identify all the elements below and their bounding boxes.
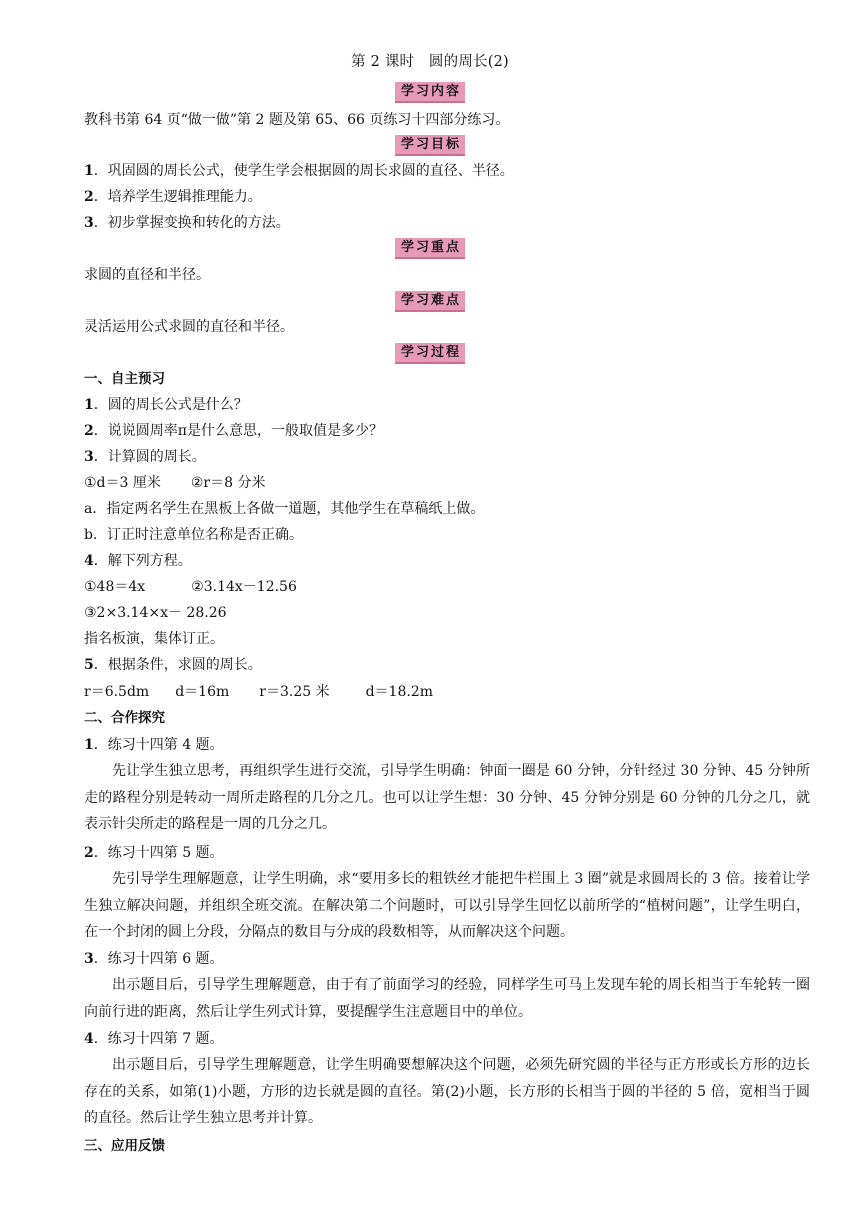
part2-item-title: 4．练习十四第 7 题。 <box>84 1031 224 1047</box>
content-text: 教科书第 64 页“做一做”第 2 题及第 65、66 页练习十四部分练习。 <box>84 112 510 128</box>
goal-text: 初步掌握变换和转化的方法。 <box>107 215 290 231</box>
q-text: 解下列方程。 <box>107 553 192 569</box>
part1-q5-items <box>84 682 433 702</box>
q-text: 说说圆周率π是什么意思，一般取值是多少？ <box>107 423 383 439</box>
part1-q1: 1．圆的周长公式是什么？ <box>84 397 248 413</box>
goal-num: 2 <box>84 189 94 205</box>
difficulty-text: 灵活运用公式求圆的直径和半径。 <box>84 319 294 335</box>
q-num: 2 <box>84 423 94 439</box>
part3-heading: 三、应用反馈 <box>84 1138 165 1154</box>
q4-option-a: ①48＝4x <box>84 579 146 595</box>
goal-text: 巩固圆的周长公式，使学生学会根据圆的周长求圆的直径、半径。 <box>107 163 514 179</box>
part1-q4-option-c: ③2×3.14×x－ 28.26 <box>84 605 227 621</box>
goals-badge-row <box>0 135 860 156</box>
part1-q3-note-a: a．指定两名学生在黑板上各做一道题，其他学生在草稿纸上做。 <box>84 501 485 517</box>
key-badge: 学习重点 <box>395 238 465 259</box>
difficulty-badge: 学习难点 <box>395 291 465 312</box>
part1-q3-options <box>84 473 265 493</box>
part1-q5: 5．根据条件，求圆的周长。 <box>84 657 262 673</box>
process-badge-row <box>0 343 860 364</box>
part2-item-text: 出示题目后，引导学生理解题意，让学生明确要想解决这个问题，必须先研究圆的半径与正方形或长方形的边长存在的关系，如第(1)小题，方形的边长就是圆的直径。第(2)小题，长方形的长相当于圆的半径的 5 倍，宽相当于圆的直径。然后让学生独立思考并计算。 <box>84 1057 810 1126</box>
goal-num: 1 <box>84 163 94 179</box>
goal-item: 1．巩固圆的周长公式，使学生学会根据圆的周长求圆的直径、半径。 <box>84 163 514 179</box>
q-num: 5 <box>84 657 94 673</box>
q-text: 圆的周长公式是什么？ <box>107 397 248 413</box>
goal-text: 培养学生逻辑推理能力。 <box>107 189 262 205</box>
q5-item: d＝16m <box>175 684 230 700</box>
part2-item-text: 先引导学生理解题意，让学生明确，求“要用多长的粗铁丝才能把牛栏围上 3 圈”就是求圆周长的 3 倍。接着让学生独立解决问题，并组织全班交流。在解决第二个问题时，可以引导学生回忆以前所学的“植树问题”，让学生明白，在一个封闭的圆上分段，分隔点的数目与分成的段数相等，从而解决这个问题。 <box>84 871 810 940</box>
q4-option-b: ②3.14x－12.56 <box>191 579 297 595</box>
content-badge-row <box>0 82 860 103</box>
item-title: 练习十四第 5 题。 <box>107 845 224 861</box>
q-text: 根据条件，求圆的周长。 <box>107 657 262 673</box>
q-text: 计算圆的周长。 <box>107 449 206 465</box>
item-num: 1 <box>84 737 94 753</box>
part2-item-text: 出示题目后，引导学生理解题意，由于有了前面学习的经验，同样学生可马上发现车轮的周长相当于车轮转一圈向前行进的距离，然后让学生列式计算，要提醒学生注意题目中的单位。 <box>84 977 810 1020</box>
item-title: 练习十四第 7 题。 <box>107 1031 224 1047</box>
q5-item: d＝18.2m <box>365 684 434 700</box>
part2-item-title: 3．练习十四第 6 题。 <box>84 951 224 967</box>
process-badge: 学习过程 <box>395 343 465 364</box>
goals-badge: 学习目标 <box>395 135 465 156</box>
goal-num: 3 <box>84 215 94 231</box>
q5-item: r＝6.5dm <box>84 684 150 700</box>
part1-q4: 4．解下列方程。 <box>84 553 192 569</box>
part2-item-title: 2．练习十四第 5 题。 <box>84 845 224 861</box>
item-title: 练习十四第 6 题。 <box>107 951 224 967</box>
q5-item: r＝3.25 米 <box>259 684 330 700</box>
key-text: 求圆的直径和半径。 <box>84 267 210 283</box>
lesson-title: 第 2 课时 圆的周长(2) <box>351 54 509 70</box>
part2-item-text: 先让学生独立思考，再组织学生进行交流，引导学生明确：钟面一圈是 60 分钟，分针经过 30 分钟、45 分钟所走的路程分别是转动一周所走路程的几分之几。也可以让学生想：30 分钟、45 分钟分别是 60 分钟的几分之几，就表示针尖所走的路程是一周的几分之几。 <box>84 763 810 832</box>
q3-option-b: ②r＝8 分米 <box>190 475 266 491</box>
part1-heading: 一、自主预习 <box>84 371 165 387</box>
part2-heading: 二、合作探究 <box>84 710 165 726</box>
difficulty-badge-row <box>0 291 860 312</box>
part2-item-title: 1．练习十四第 4 题。 <box>84 737 224 753</box>
goal-item: 3．初步掌握变换和转化的方法。 <box>84 215 290 231</box>
part1-q4-note: 指名板演，集体订正。 <box>84 631 224 647</box>
content-badge: 学习内容 <box>395 82 465 103</box>
goal-item: 2．培养学生逻辑推理能力。 <box>84 189 262 205</box>
item-num: 3 <box>84 951 94 967</box>
part1-q3-note-b: b．订正时注意单位名称是否正确。 <box>84 527 303 543</box>
q-num: 1 <box>84 397 94 413</box>
q-num: 3 <box>84 449 94 465</box>
part1-q4-options <box>84 577 297 597</box>
item-num: 4 <box>84 1031 94 1047</box>
part1-q2: 2．说说圆周率π是什么意思，一般取值是多少？ <box>84 423 383 439</box>
q-num: 4 <box>84 553 94 569</box>
item-num: 2 <box>84 845 94 861</box>
key-badge-row <box>0 238 860 259</box>
q3-option-a: ①d＝3 厘米 <box>84 475 161 491</box>
item-title: 练习十四第 4 题。 <box>107 737 224 753</box>
part1-q3: 3．计算圆的周长。 <box>84 449 206 465</box>
